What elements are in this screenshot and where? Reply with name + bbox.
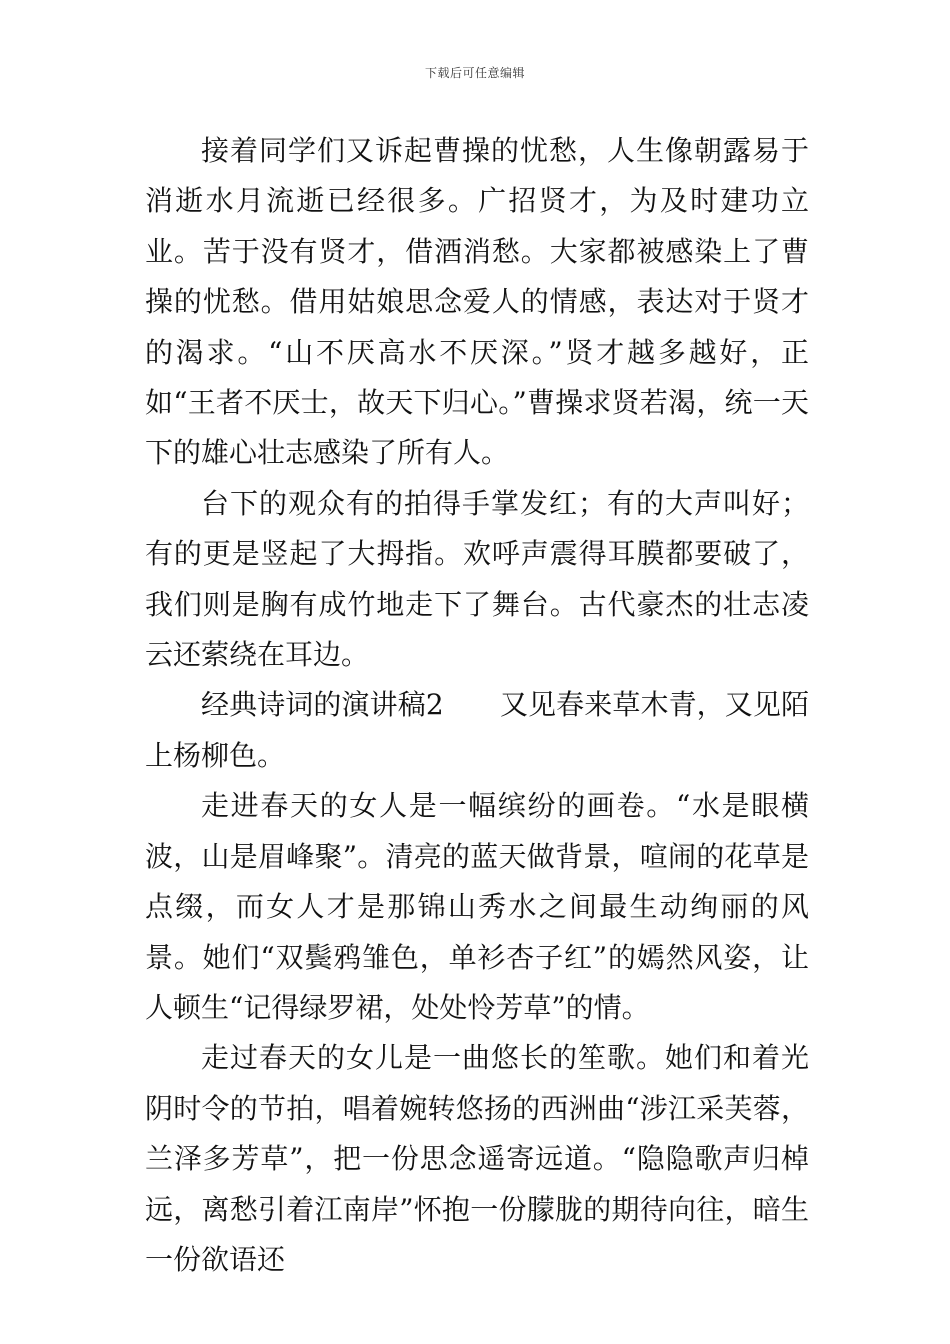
page-header: 下载后可任意编辑 [424, 66, 525, 80]
paragraph-spring-woman: 走进春天的女人是一幅缤纷的画卷。“水是眼横波，山是眉峰聚”。清亮的蓝天做背景，喧闹的花草是点缀，而女人才是那锦山秀水之间最生动绚丽的风景。她们“双鬓鸦雏色，单衫杏子红”的嫣然风姿，让人顿生“记得绿罗裙，处处怜芳草”的情。 [145, 789, 809, 1024]
document-body [145, 126, 809, 1285]
paragraph-audience-reaction: 台下的观众有的拍得手掌发红；有的大声叫好；有的更是竖起了大拇指。欢呼声震得耳膜都要破了，我们则是胸有成竹地走下了舞台。古代豪杰的壮志凌云还萦绕在耳边。 [145, 486, 809, 672]
paragraph-speech-title: 经典诗词的演讲稿2 又见春来草木青，又见陌上杨柳色。 [145, 688, 809, 772]
paragraph-spring-daughter: 走过春天的女儿是一曲悠长的笙歌。她们和着光阴时令的节拍，唱着婉转悠扬的西洲曲“涉江采芙蓉，兰泽多芳草”，把一份思念遥寄远道。“隐隐歌声归棹远，离愁引着江南岸”怀抱一份朦胧的期待向往，暗生一份欲语还 [145, 1041, 809, 1276]
paragraph-cao-cao-worries: 接着同学们又诉起曹操的忧愁，人生像朝露易于消逝水月流逝已经很多。广招贤才，为及时建功立业。苦于没有贤才，借酒消愁。大家都被感染上了曹操的忧愁。借用姑娘思念爱人的情感，表达对于贤才的渴求。“山不厌高水不厌深。”贤才越多越好，正如“王者不厌士，故天下归心。”曹操求贤若渴，统一天下的雄心壮志感染了所有人。 [145, 134, 809, 470]
